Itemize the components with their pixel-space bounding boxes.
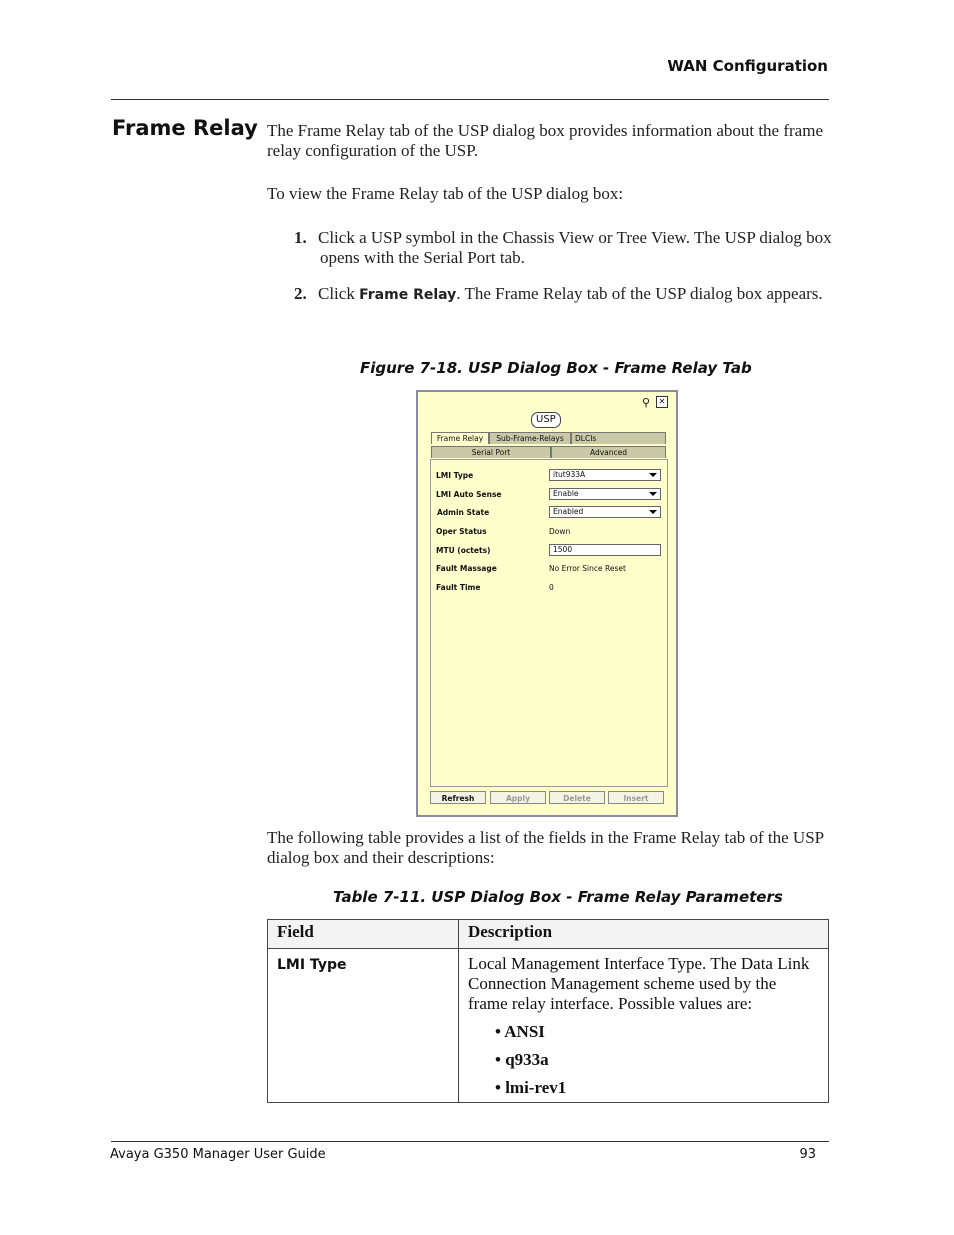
field-row-fault-message: [436, 562, 664, 576]
page-number: 93: [799, 1147, 816, 1162]
insert-button[interactable]: Insert: [608, 791, 664, 804]
table-header-row: [268, 920, 829, 949]
apply-button[interactable]: Apply: [490, 791, 546, 804]
dialog-button-bar: [430, 789, 668, 807]
footer-title: Avaya G350 Manager User Guide: [110, 1147, 326, 1162]
pin-icon[interactable]: ⚲: [642, 396, 651, 409]
running-header: WAN Configuration: [667, 57, 828, 75]
parameters-table: [267, 919, 829, 1103]
tab-advanced[interactable]: Advanced: [551, 446, 666, 458]
step-text-post: . The Frame Relay tab of the USP dialog box appears.: [456, 284, 823, 303]
step-2: [294, 284, 840, 305]
tab-row-primary: [431, 432, 666, 445]
ui-term: Frame Relay: [359, 287, 457, 303]
field-row-lmi-type: [436, 469, 664, 483]
frame-relay-panel: [430, 459, 668, 787]
field-label: LMI Auto Sense: [436, 490, 502, 499]
field-row-fault-time: [436, 581, 664, 595]
description-text: Local Management Interface Type. The Data Link Connection Management scheme used by the frame relay interface. Possible values are:: [468, 954, 810, 1013]
field-cell: [268, 949, 459, 1103]
description-cell: [459, 949, 829, 1103]
select-value: Enabled: [553, 507, 584, 516]
lead-paragraph: To view the Frame Relay tab of the USP dialog box:: [267, 184, 624, 203]
list-item: • lmi-rev1: [495, 1078, 819, 1098]
delete-button[interactable]: Delete: [549, 791, 605, 804]
field-label: Oper Status: [436, 527, 487, 536]
list-item: • ANSI: [495, 1022, 819, 1042]
tab-dlcis[interactable]: DLCIs: [571, 432, 666, 444]
step-1: [294, 228, 840, 268]
values-list: [495, 1022, 819, 1098]
refresh-button[interactable]: Refresh: [430, 791, 486, 804]
admin-state-select[interactable]: [549, 506, 661, 518]
intro-paragraph: The Frame Relay tab of the USP dialog box provides information about the frame relay configuration of the USP.: [267, 121, 823, 160]
table-row: [268, 949, 829, 1103]
usp-dialog: [416, 390, 678, 817]
step-number: 2.: [294, 284, 307, 303]
table-intro-paragraph: The following table provides a list of the fields in the Frame Relay tab of the USP dialog box and their descriptions:: [267, 828, 824, 867]
tab-sub-frame-relays[interactable]: Sub-Frame-Relays: [489, 432, 571, 444]
fault-message-value: No Error Since Reset: [549, 564, 626, 573]
field-name: LMI Type: [277, 957, 347, 973]
field-label: MTU (octets): [436, 546, 491, 555]
column-header: Field: [268, 920, 459, 949]
select-value: itut933A: [553, 470, 586, 479]
column-header: Description: [459, 920, 829, 949]
field-label: Fault Time: [436, 583, 481, 592]
close-icon[interactable]: ✕: [656, 396, 668, 408]
field-row-mtu: [436, 544, 664, 558]
tab-serial-port[interactable]: Serial Port: [431, 446, 551, 458]
oper-status-value: Down: [549, 527, 571, 536]
step-text: Click a USP symbol in the Chassis View or Tree View. The USP dialog box opens with the Serial Port tab.: [318, 228, 832, 267]
figure-caption: Figure 7-18. USP Dialog Box - Frame Relay Tab: [360, 359, 752, 377]
table-caption: Table 7-11. USP Dialog Box - Frame Relay Parameters: [333, 888, 783, 906]
select-value: Enable: [553, 489, 579, 498]
field-label: LMI Type: [436, 471, 474, 480]
field-row-oper-status: [436, 525, 664, 539]
field-label: Fault Massage: [436, 564, 497, 573]
list-item: • q933a: [495, 1050, 819, 1070]
mtu-input[interactable]: 1500: [549, 544, 661, 556]
step-text-pre: Click: [318, 284, 360, 303]
header-divider: [111, 99, 829, 100]
chevron-down-icon: [649, 473, 657, 477]
footer-divider: [111, 1141, 829, 1142]
section-title: Frame Relay: [112, 116, 258, 140]
lmi-type-select[interactable]: [549, 469, 661, 481]
tab-row-secondary: [431, 446, 666, 460]
chevron-down-icon: [649, 492, 657, 496]
chevron-down-icon: [649, 510, 657, 514]
fault-time-value: 0: [549, 583, 554, 592]
tab-frame-relay[interactable]: Frame Relay: [431, 432, 489, 444]
step-number: 1.: [294, 228, 307, 247]
dialog-title: USP: [531, 412, 561, 428]
field-label: Admin State: [437, 508, 490, 517]
field-row-admin-state: [436, 506, 664, 520]
lmi-auto-sense-select[interactable]: [549, 488, 661, 500]
field-row-lmi-auto-sense: [436, 488, 664, 502]
